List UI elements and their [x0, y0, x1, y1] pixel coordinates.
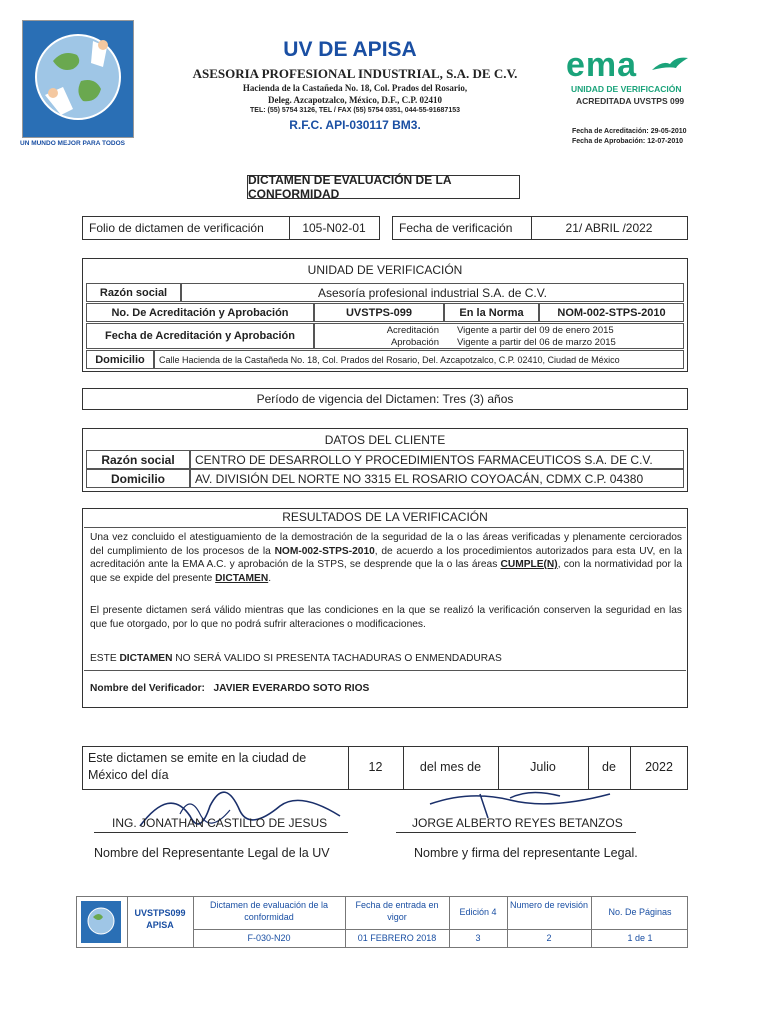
acreditacion-value: Vigente a partir del 09 de enero 2015: [457, 325, 614, 336]
unidad-domicilio-label: Domicilio: [86, 350, 154, 369]
rfc: R.F.C. API-030117 BM3.: [289, 118, 421, 132]
ema-bird-icon: [652, 56, 688, 76]
footer-col4-value: 3: [475, 933, 481, 943]
footer-col2-header: Dictamen de evaluación de la conformidad: [209, 900, 329, 922]
aprobacion-value: Vigente a partir del 06 de marzo 2015: [457, 337, 616, 348]
ema-logo: ema: [566, 46, 638, 84]
resultados-paragraph-2: El presente dictamen será válido mientras que las condiciones en la que se realizó la verificación conserven la seguridad en las que fue otorgado, por lo que no podrá sufrir alteraciones o modificaciones.: [90, 605, 682, 630]
emision-mes-label: del mes de: [419, 760, 482, 774]
acreditacion-label: Acreditación: [386, 325, 439, 336]
left-signatory-name: ING. JONATHAN CASTILLO DE JESUS: [112, 816, 328, 830]
verificador-value: JAVIER EVERARDO SOTO RIOS: [213, 683, 370, 694]
folio-label: Folio de dictamen de verificación: [89, 221, 264, 235]
cliente-domicilio-value: AV. DIVISIÓN DEL NORTE NO 3315 EL ROSARIO COYOACÁN, CDMX C.P. 04380: [190, 469, 684, 488]
globe-icon: [81, 901, 121, 943]
cliente-razon-label: Razón social: [86, 450, 190, 469]
uv-logo: [22, 20, 134, 138]
tel-line: TEL: (55) 5754 3126, TEL / FAX (55) 5754 0351, 044-55-91687153: [250, 107, 460, 114]
folio-value: 105-N02-01: [302, 221, 366, 235]
left-signatory-caption: Nombre del Representante Legal de la UV: [94, 846, 330, 860]
ema-acreditada: ACREDITADA UVSTPS 099: [576, 96, 685, 106]
unidad-razon-value: Asesoría profesional industrial S.A. de C.V.: [181, 283, 684, 302]
address-line-1: Hacienda de la Castañeda No. 18, Col. Prados del Rosario,: [242, 83, 468, 93]
acred-value: UVSTPS-099: [314, 303, 444, 322]
emision-year: 2022: [645, 760, 673, 774]
cliente-razon-value: CENTRO DE DESARROLLO Y PROCEDIMIENTOS FARMACEUTICOS S.A. DE C.V.: [190, 450, 684, 469]
company-name: ASESORIA PROFESIONAL INDUSTRIAL, S.A. DE C.V.: [192, 66, 518, 81]
vigencia-box: Período de vigencia del Dictamen: Tres (3) años: [82, 388, 688, 410]
emision-text: Este dictamen se emite en la ciudad de México del día: [88, 751, 307, 782]
footer-col1: UVSTPS099 APISA: [134, 908, 186, 930]
fecha-verificacion-label: Fecha de verificación: [399, 221, 513, 235]
unidad-razon-label: Razón social: [86, 283, 181, 302]
resultados-paragraph-3: ESTE DICTAMEN NO SERÁ VALIDO SI PRESENTA TACHADURAS O ENMENDADURAS: [90, 653, 502, 664]
footer-col5-header: Numero de revisión: [509, 900, 589, 910]
norma-label: En la Norma: [444, 303, 539, 322]
aprobacion-label: Aprobación: [390, 337, 439, 348]
globe-icon: [23, 21, 133, 137]
ema-sub: UNIDAD DE VERIFICACIÓN: [571, 84, 682, 94]
verificador-label: Nombre del Verificador:: [90, 683, 205, 694]
unidad-domicilio-value: Calle Hacienda de la Castañeda No. 18, Col. Prados del Rosario, Del. Azcapotzalco, C.P. 02410, Ciudad de México: [154, 350, 684, 369]
footer-col4-header: Edición 4: [459, 907, 497, 917]
acred-aprob-dates: [314, 323, 684, 349]
doc-title: DICTAMEN DE EVALUACIÓN DE LA CONFORMIDAD: [247, 175, 520, 199]
footer-col5-value: 2: [546, 933, 552, 943]
fecha-aprobacion: Fecha de Aprobación: 12-07-2010: [572, 138, 684, 145]
right-signatory-name: JORGE ALBERTO REYES BETANZOS: [412, 816, 623, 830]
header-title: UV DE APISA: [283, 38, 417, 61]
footer-col6-header: No. De Páginas: [608, 907, 672, 917]
fecha-acred-label: Fecha de Acreditación y Aprobación: [86, 323, 314, 349]
verificador: [90, 683, 369, 694]
fecha-verificacion-value: 21/ ABRIL /2022: [565, 221, 653, 235]
unidad-title: UNIDAD DE VERIFICACIÓN: [307, 263, 463, 277]
footer-col2-value: F-030-N20: [247, 933, 291, 943]
right-signatory-caption: Nombre y firma del representante Legal.: [414, 846, 638, 860]
resultados-title: RESULTADOS DE LA VERIFICACIÓN: [84, 510, 686, 528]
footer-col3-header: Fecha de entrada en vigor: [355, 900, 439, 922]
resultados-paragraph-1: Una vez concluido el atestiguamiento de la demostración de la seguridad de la o las áreas verificadas y plenamente cerciorados del cumplimiento de los procesos de la NOM-002-STPS-2010, de acuerdo a los procedimientos autorizados para esta UV, en la acreditación ante la EMA A.C. y aprobación de la STPS, se desprende que la o las áreas CUMPLE(N), con la normatividad por la que se expide del presente DICTAMEN.: [90, 532, 682, 584]
emision-month: Julio: [530, 760, 556, 774]
footer-col3-value: 01 FEBRERO 2018: [357, 933, 437, 943]
fecha-verificacion-box: [392, 216, 688, 240]
footer-col6-value: 1 de 1: [627, 933, 653, 943]
acred-label: No. De Acreditación y Aprobación: [86, 303, 314, 322]
cliente-domicilio-label: Domicilio: [86, 469, 190, 488]
logo-caption: UN MUNDO MEJOR PARA TODOS: [20, 140, 125, 147]
fecha-acreditacion: Fecha de Acreditación: 29-05-2010: [572, 128, 687, 135]
emision-day: 12: [368, 760, 383, 774]
address-line-2: Deleg. Azcapotzalco, México, D.F., C.P. 02410: [267, 95, 443, 105]
norma-value: NOM-002-STPS-2010: [539, 303, 684, 322]
emision-de-label: de: [602, 760, 616, 774]
footer-logo: [81, 901, 121, 943]
folio-box: [82, 216, 380, 240]
cliente-title: DATOS DEL CLIENTE: [324, 433, 446, 447]
footer-table: [76, 896, 688, 948]
